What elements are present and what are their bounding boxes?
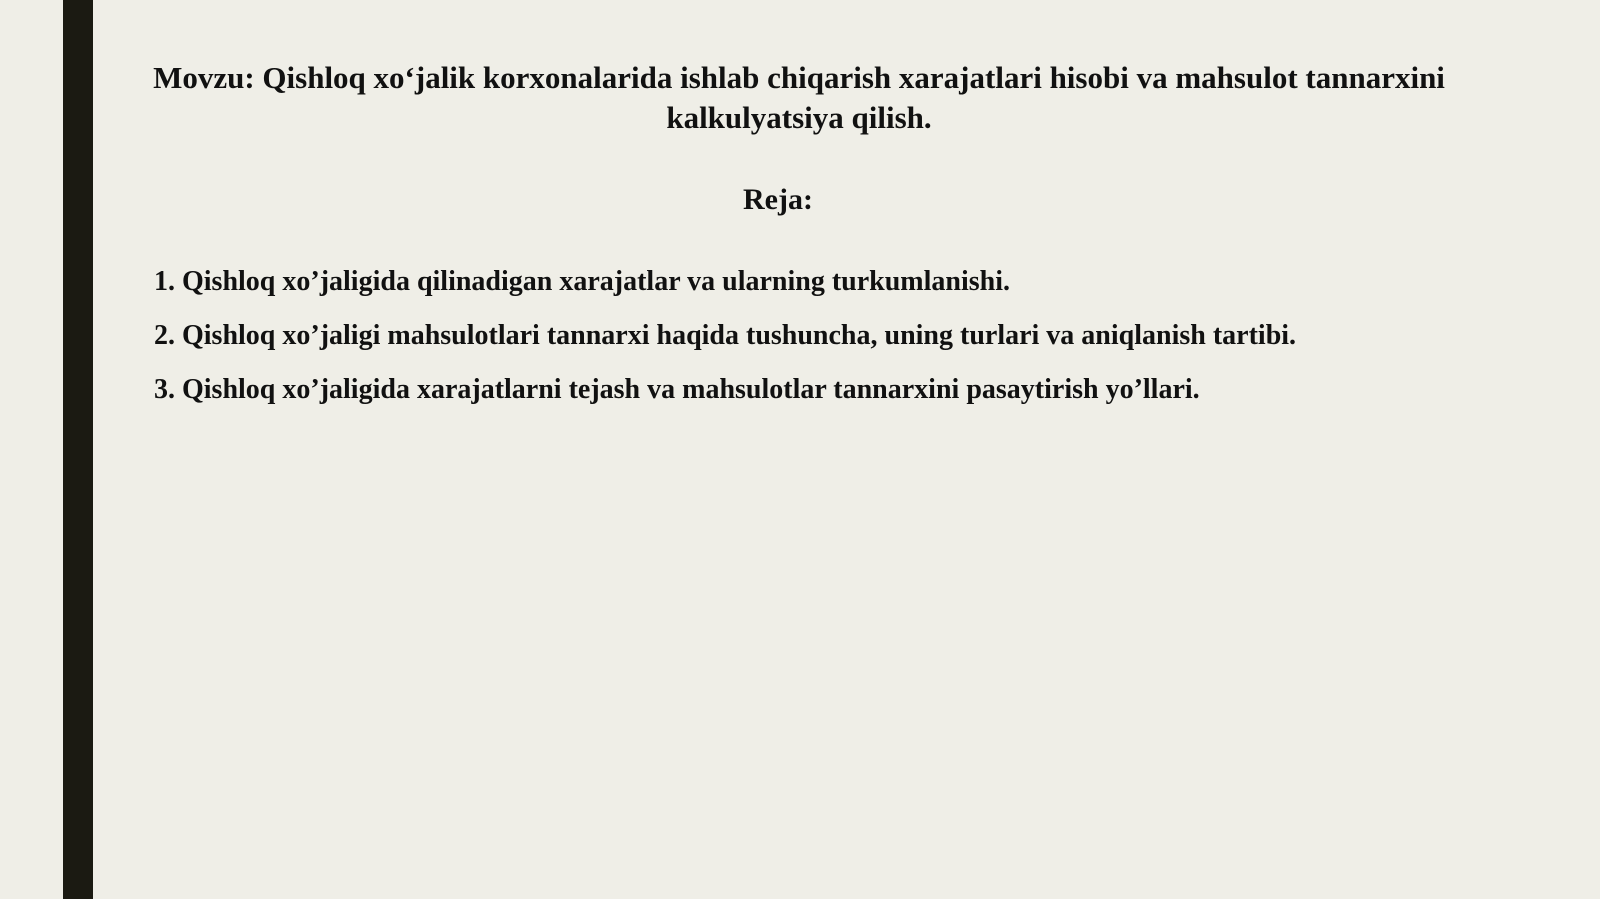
- slide-title: Movzu: Qishloq xo‘jalik korxonalarida ishlab chiqarish xarajatlari hisobi va mahsulot tannarxini kalkulyatsiya qilish.: [153, 60, 1445, 135]
- accent-bar: [63, 0, 93, 899]
- plan-list: [154, 265, 1554, 427]
- plan-item-1: 1. Qishloq xo’jaligida qilinadigan xarajatlar va ularning turkumlanishi.: [154, 266, 1010, 297]
- plan-heading: Reja:: [743, 183, 813, 216]
- plan-item-3: 3. Qishloq xo’jaligida xarajatlarni tejash va mahsulotlar tannarxini pasaytirish yo’llari.: [154, 374, 1200, 405]
- plan-item-2: 2. Qishloq xo’jaligi mahsulotlari tannarxi haqida tushuncha, uning turlari va aniqlanish tartibi.: [154, 320, 1297, 351]
